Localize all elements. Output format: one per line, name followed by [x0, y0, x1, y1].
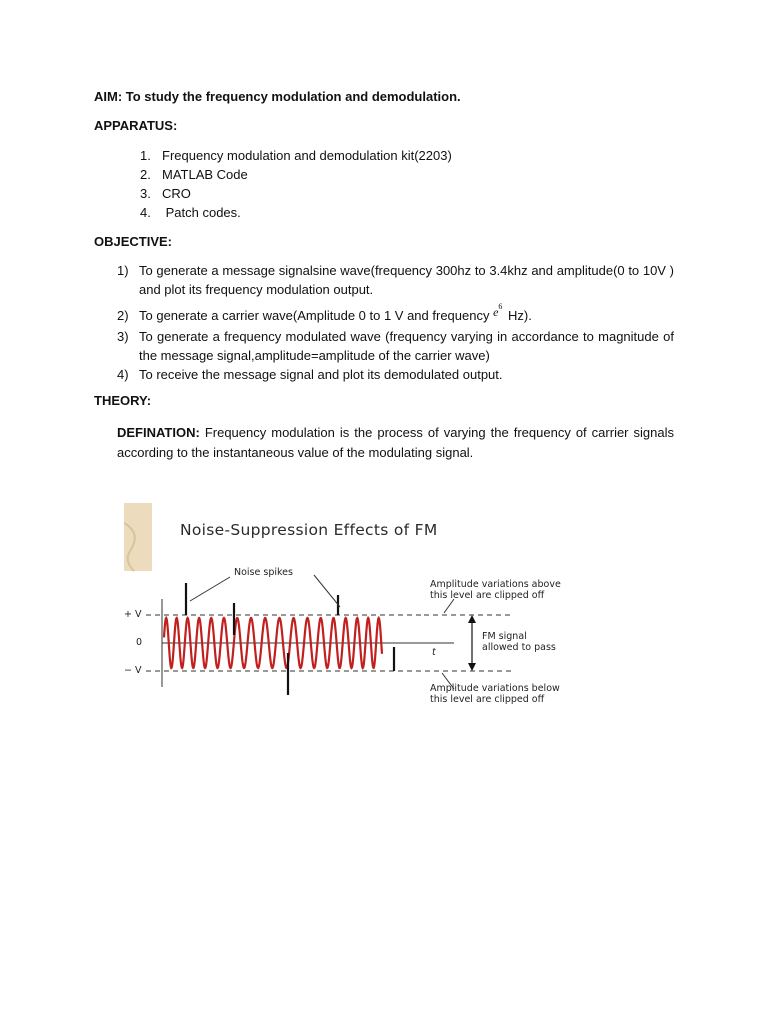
- above-leader: [444, 599, 454, 613]
- list-item: [140, 146, 452, 165]
- below-label-line-2: this level are clipped off: [430, 694, 545, 705]
- list-number: 2): [117, 308, 129, 323]
- objective-list: [117, 261, 674, 384]
- list-number: 2.: [140, 167, 151, 182]
- below-label-line-1: Amplitude variations below: [430, 683, 560, 694]
- list-text: MATLAB Code: [162, 167, 248, 182]
- pass-label-line-1: FM signal: [482, 631, 527, 642]
- list-item: [117, 365, 674, 384]
- list-item: [117, 302, 674, 327]
- noise-spikes-label: Noise spikes: [234, 567, 293, 578]
- exponent-base: e: [493, 305, 499, 319]
- objective-heading: OBJECTIVE:: [94, 234, 173, 249]
- list-item: [140, 165, 452, 184]
- pass-label-line-2: allowed to pass: [482, 642, 556, 653]
- figure-title: Noise-Suppression Effects of FM: [180, 521, 438, 539]
- above-label-line-2: this level are clipped off: [430, 590, 545, 601]
- list-number: 4.: [140, 205, 151, 220]
- list-item: [140, 203, 452, 222]
- noise-leader: [314, 575, 340, 607]
- apparatus-list: [140, 146, 452, 222]
- list-number: 1.: [140, 148, 151, 163]
- list-text: To generate a carrier wave(Amplitude 0 to 1 V and frequency: [139, 308, 494, 323]
- list-text: CRO: [162, 186, 191, 201]
- minus-v-label: − V: [124, 665, 142, 676]
- definition-term: DEFINATION:: [117, 425, 200, 440]
- list-number: 3.: [140, 186, 151, 201]
- definition-text: Frequency modulation is the process of varying the frequency of carrier signals according to the instantaneous value of the modulating signal.: [117, 425, 678, 460]
- list-text: Frequency modulation and demodulation kit(2203): [162, 148, 452, 163]
- plus-v-label: + V: [124, 609, 142, 620]
- list-number: 4): [117, 367, 129, 382]
- list-text: To generate a message signalsine wave(frequency 300hz to 3.4khz and amplitude(0 to 10V ) and plot its frequency modulation output.: [139, 263, 674, 297]
- pass-arrow-head-down: [468, 663, 476, 671]
- time-axis-label: t: [432, 647, 436, 658]
- list-item: [140, 184, 452, 203]
- aim-heading: AIM: To study the frequency modulation and demodulation.: [94, 89, 461, 104]
- list-text: Hz).: [504, 308, 532, 323]
- apparatus-heading: APPARATUS:: [94, 118, 178, 133]
- list-text: To generate a frequency modulated wave (frequency varying in accordance to magnitude of the message signal,amplitude=amplitude of the carrier wave): [139, 329, 674, 363]
- theory-heading: THEORY:: [94, 393, 152, 408]
- fm-noise-figure: [124, 503, 612, 705]
- list-text: Patch codes.: [162, 205, 241, 220]
- list-number: 3): [117, 329, 129, 344]
- list-text: To receive the message signal and plot its demodulated output.: [139, 367, 503, 382]
- above-label-line-1: Amplitude variations above: [430, 579, 561, 590]
- pass-arrow-head-up: [468, 615, 476, 623]
- list-item: [117, 327, 674, 365]
- list-item: [117, 261, 674, 299]
- definition-paragraph: [117, 423, 678, 463]
- list-number: 1): [117, 263, 129, 278]
- zero-label: 0: [136, 637, 143, 648]
- noise-leader: [190, 577, 230, 601]
- exponent-power: 6: [498, 302, 503, 311]
